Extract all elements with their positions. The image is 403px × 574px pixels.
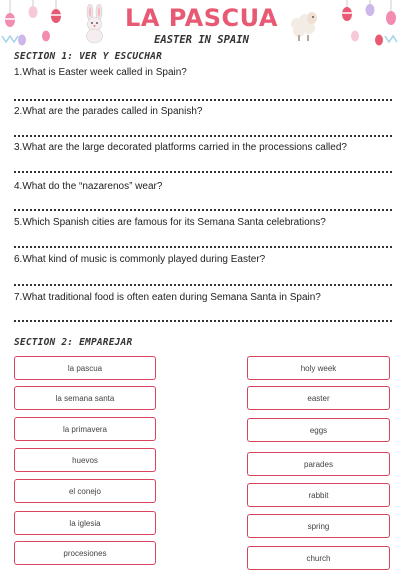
match-right-1[interactable]: holy week (247, 356, 390, 380)
question-5: 5.Which Spanish cities are famous for its Semana Santa celebrations? (14, 217, 326, 228)
answer-line-4[interactable] (14, 209, 392, 211)
match-right-5[interactable]: rabbit (247, 483, 390, 507)
match-right-3[interactable]: eggs (247, 418, 390, 442)
match-right-6[interactable]: spring (247, 514, 390, 538)
match-left-3[interactable]: la primavera (14, 417, 156, 441)
answer-line-1[interactable] (14, 99, 392, 101)
question-7: 7.What traditional food is often eaten during Semana Santa in Spain? (14, 292, 321, 303)
question-4: 4.What do the “nazarenos” wear? (14, 181, 163, 192)
section2-heading: SECTION 2: EMPAREJAR (14, 337, 133, 348)
section1-heading: SECTION 1: VER Y ESCUCHAR (14, 51, 162, 62)
match-left-1[interactable]: la pascua (14, 356, 156, 380)
match-left-2[interactable]: la semana santa (14, 386, 156, 410)
question-2: 2.What are the parades called in Spanish? (14, 106, 203, 117)
answer-line-6[interactable] (14, 284, 392, 286)
match-left-7[interactable]: procesiones (14, 541, 156, 565)
match-left-6[interactable]: la iglesia (14, 511, 156, 535)
match-left-5[interactable]: el conejo (14, 479, 156, 503)
question-1: 1.What is Easter week called in Spain? (14, 67, 187, 78)
question-6: 6.What kind of music is commonly played during Easter? (14, 254, 266, 265)
answer-line-2[interactable] (14, 135, 392, 137)
match-right-2[interactable]: easter (247, 386, 390, 410)
match-left-4[interactable]: huevos (14, 448, 156, 472)
answer-line-3[interactable] (14, 171, 392, 173)
question-3: 3.What are the large decorated platforms carried in the processions called? (14, 142, 347, 153)
page-subtitle: EASTER IN SPAIN (154, 34, 249, 46)
match-right-4[interactable]: parades (247, 452, 390, 476)
answer-line-7[interactable] (14, 320, 392, 322)
answer-line-5[interactable] (14, 246, 392, 248)
match-right-7[interactable]: church (247, 546, 390, 570)
page-title: LA PASCUA (125, 4, 278, 32)
